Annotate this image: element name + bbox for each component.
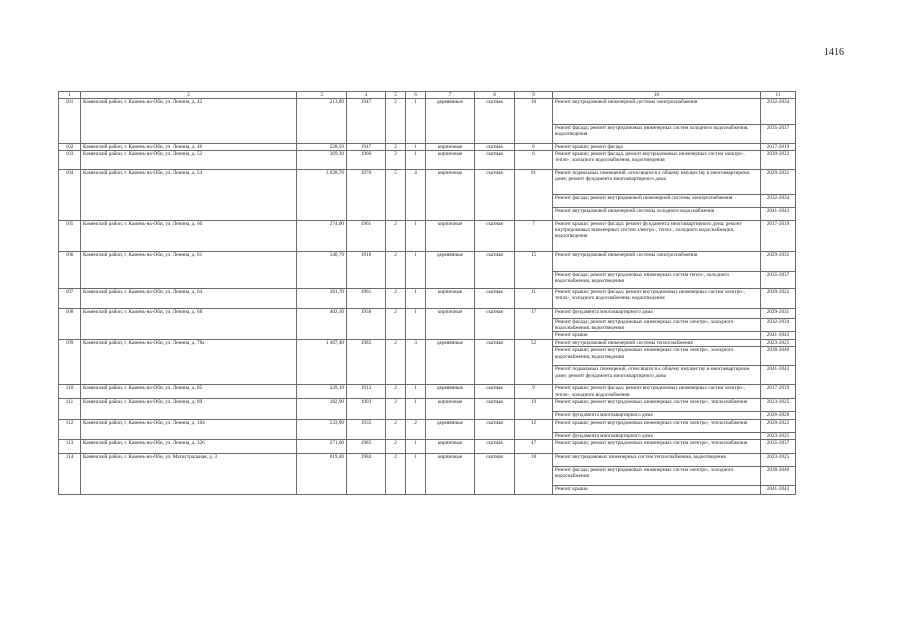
address-cell: Каменский район, г. Камень-на-Оби, ул. Ленина, д. 60 (81, 221, 297, 252)
roof-type-cell: скатная (475, 99, 515, 144)
registry-table (58, 91, 796, 495)
floors-cell: 2 (386, 99, 406, 144)
entrances-cell: 1 (406, 439, 426, 453)
roof-type-cell: скатная (475, 385, 515, 398)
entrances-cell: 1 (406, 385, 426, 398)
wall-material-cell: деревянные (426, 99, 475, 144)
period-cell: 2020-2022 (761, 151, 796, 170)
area-cell: 271,60 (297, 439, 347, 453)
wall-material-cell: кирпичные (426, 221, 475, 252)
period-cell: 2023-2025 (761, 453, 796, 466)
work-type-cell: Ремонт крыши; ремонт внутридомовых инженерных систем электро-, теплоснабжения (553, 398, 761, 411)
entrances-cell: 1 (406, 252, 426, 289)
address-cell: Каменский район, г. Камень-на-Оби, ул. Ленина, д. 54 (81, 170, 297, 221)
address-cell: Каменский район, г. Камень-на-Оби, ул. Ленина, д. 64 (81, 289, 297, 309)
entrances-cell: 1 (406, 99, 426, 144)
year-cell: 1970 (347, 170, 386, 221)
period-cell: 2023-2025 (761, 340, 796, 347)
wall-material-cell: деревянные (426, 340, 475, 385)
wall-material-cell: деревянные (426, 419, 475, 439)
period-cell: 2041-2043 (761, 366, 796, 385)
year-cell: 1961 (347, 221, 386, 252)
work-type-cell: Ремонт фасада; ремонт внутридомовых инженерных систем электро-, холодного водоснабжения, водоотведения (553, 319, 761, 332)
work-type-cell: Ремонт крыши; ремонт фасада (553, 144, 761, 151)
table-row (59, 309, 796, 319)
period-cell: 2023-2025 (761, 432, 796, 439)
period-cell: 2035-2037 (761, 125, 796, 144)
row-number-cell: 112 (59, 419, 81, 439)
work-type-cell: Ремонт фундамента многоквартирного дома (553, 309, 761, 319)
year-cell: 1918 (347, 252, 386, 289)
wall-material-cell: кирпичные (426, 309, 475, 340)
units-cell: 47 (515, 439, 553, 453)
entrances-cell: 1 (406, 289, 426, 309)
area-cell: 274,00 (297, 221, 347, 252)
roof-type-cell: скатная (475, 309, 515, 340)
column-header: 2 (81, 92, 297, 99)
work-type-cell: Ремонт крыши; ремонт внутридомовых инженерных систем электро-, холодного водоснабжения, водоотведения (553, 347, 761, 366)
entrances-cell: 1 (406, 398, 426, 419)
roof-type-cell: скатная (475, 419, 515, 439)
year-cell: 1913 (347, 385, 386, 398)
units-cell: 9 (515, 385, 553, 398)
period-cell: 2038-2040 (761, 466, 796, 485)
year-cell: 1985 (347, 439, 386, 453)
year-cell: 1935 (347, 419, 386, 439)
table-row (59, 252, 796, 272)
wall-material-cell: кирпичные (426, 289, 475, 309)
wall-material-cell: кирпичные (426, 453, 475, 494)
work-type-cell: Ремонт внутридомовой инженерной системы электроснабжения (553, 99, 761, 125)
period-cell: 2020-2022 (761, 289, 796, 309)
area-cell: 340,70 (297, 252, 347, 289)
area-cell: 229,10 (297, 385, 347, 398)
work-type-cell: Ремонт подвальных помещений, относящихся к общему имуществу в многоквартирном доме; ремонт фундамента многоквартирного дома (553, 170, 761, 195)
floors-cell: 2 (386, 385, 406, 398)
roof-type-cell: скатная (475, 252, 515, 289)
row-number-cell: 109 (59, 340, 81, 385)
address-cell: Каменский район, г. Камень-на-Оби, ул. Ленина, д. 42 (81, 99, 297, 144)
address-cell: Каменский район, г. Камень-на-Оби, ул. Ленина, д. 46 (81, 144, 297, 151)
area-cell: 819,40 (297, 453, 347, 494)
area-cell: 369,30 (297, 151, 347, 170)
row-number-cell: 110 (59, 385, 81, 398)
work-type-cell: Ремонт крыши; ремонт фасада; ремонт внутридомовых инженерных систем электро-, тепло-, холодного водоснабжения (553, 385, 761, 398)
year-cell: 1984 (347, 453, 386, 494)
table-row (59, 385, 796, 398)
units-cell: 12 (515, 419, 553, 439)
address-cell: Каменский район, г. Камень-на-Оби, ул. Ленина, д. 326 (81, 439, 297, 453)
wall-material-cell: кирпичные (426, 144, 475, 151)
units-cell: 18 (515, 453, 553, 494)
units-cell: 52 (515, 340, 553, 385)
floors-cell: 5 (386, 170, 406, 221)
work-type-cell: Ремонт внутридомовой инженерной системы холодного водоснабжения (553, 208, 761, 221)
area-cell: 213,80 (297, 99, 347, 144)
roof-type-cell: скатная (475, 221, 515, 252)
floors-cell: 2 (386, 398, 406, 419)
area-cell: 228,50 (297, 144, 347, 151)
year-cell: 1960 (347, 151, 386, 170)
wall-material-cell: кирпичные (426, 170, 475, 221)
table-row (59, 151, 796, 170)
address-cell: Каменский район, г. Камень-на-Оби, ул. Ленина, д. 85 (81, 385, 297, 398)
period-cell: 2029-2031 (761, 309, 796, 319)
wall-material-cell: кирпичные (426, 398, 475, 419)
floors-cell: 2 (386, 151, 406, 170)
work-type-cell: Ремонт фундамента многоквартирного дома (553, 432, 761, 439)
address-cell: Каменский район, г. Камень-на-Оби, ул. Ленина, д. 68 (81, 309, 297, 340)
floors-cell: 2 (386, 453, 406, 494)
table-row (59, 439, 796, 453)
wall-material-cell: кирпичные (426, 439, 475, 453)
area-cell: 402,30 (297, 309, 347, 340)
units-cell: 11 (515, 289, 553, 309)
roof-type-cell: скатная (475, 439, 515, 453)
column-header: 1 (59, 92, 81, 99)
work-type-cell: Ремонт крыши (553, 485, 761, 494)
column-header: 3 (297, 92, 347, 99)
row-number-cell: 114 (59, 453, 81, 494)
period-cell: 2023-2025 (761, 398, 796, 411)
period-cell: 2020-2022 (761, 419, 796, 432)
entrances-cell: 3 (406, 340, 426, 385)
row-number-cell: 104 (59, 170, 81, 221)
table-row (59, 398, 796, 411)
roof-type-cell: скатная (475, 453, 515, 494)
floors-cell: 2 (386, 439, 406, 453)
work-type-cell: Ремонт фасада; ремонт внутридомовых инженерных систем электро-, холодного водоснабжения (553, 466, 761, 485)
table-row (59, 221, 796, 252)
column-header: 8 (475, 92, 515, 99)
work-type-cell: Ремонт подвальных помещений, относящихся к общему имуществу в многоквартирном доме; ремонт фундамента многоквартирного дома (553, 366, 761, 385)
row-number-cell: 108 (59, 309, 81, 340)
table-row (59, 144, 796, 151)
row-number-cell: 113 (59, 439, 81, 453)
units-cell: 17 (515, 309, 553, 340)
work-type-cell: Ремонт крыши (553, 332, 761, 340)
row-number-cell: 106 (59, 252, 81, 289)
units-cell: 6 (515, 144, 553, 151)
work-type-cell: Ремонт крыши; ремонт фасада; ремонт фундамента многоквартирного дома; ремонт внутридомовых инженерных систем электро-, тепло-, холодного водоснабжения, водоотведения (553, 221, 761, 252)
address-cell: Каменский район, г. Камень-на-Оби, ул. Ленина, д. 89 (81, 398, 297, 419)
period-cell: 2032-2034 (761, 99, 796, 125)
period-cell: 2041-2043 (761, 332, 796, 340)
table-row (59, 340, 796, 347)
work-type-cell: Ремонт крыши; ремонт фасада, ремонт внутридомовых инженерных систем электро-, тепло-, холодного водоснабжения, водоотведения (553, 151, 761, 170)
work-type-cell: Ремонт фасада; ремонт внутридомовых инженерных систем тепло-, холодного водоснабжения, водоотведения (553, 272, 761, 289)
entrances-cell: 1 (406, 453, 426, 494)
area-cell: 1 467,40 (297, 340, 347, 385)
period-cell: 2026-2028 (761, 411, 796, 419)
units-cell: 6 (515, 151, 553, 170)
floors-cell: 2 (386, 252, 406, 289)
column-header: 6 (406, 92, 426, 99)
roof-type-cell: скатная (475, 398, 515, 419)
units-cell: 15 (515, 252, 553, 289)
header-row (59, 92, 796, 99)
floors-cell: 2 (386, 289, 406, 309)
row-number-cell: 101 (59, 99, 81, 144)
work-type-cell: Ремонт крыши; ремонт внутридомовых инженерных систем электро-, теплоснабжения (553, 439, 761, 453)
row-number-cell: 107 (59, 289, 81, 309)
period-cell: 2017-2019 (761, 385, 796, 398)
wall-material-cell: деревянные (426, 385, 475, 398)
wall-material-cell: кирпичные (426, 151, 475, 170)
year-cell: 1947 (347, 99, 386, 144)
floors-cell: 2 (386, 309, 406, 340)
work-type-cell: Ремонт фасада; ремонт внутридомовых инженерных систем холодного водоснабжения, водоотведения (553, 125, 761, 144)
column-header: 4 (347, 92, 386, 99)
period-cell: 2029-2031 (761, 252, 796, 272)
work-type-cell: Ремонт крыши; ремонт фасада; ремонт внутридомовых инженерных систем электро-, тепло-, холодного водоснабжения, водоотведения (553, 289, 761, 309)
roof-type-cell: скатная (475, 340, 515, 385)
period-cell: 2032-2034 (761, 319, 796, 332)
work-type-cell: Ремонт фундамента многоквартирного дома (553, 411, 761, 419)
period-cell: 2041-2043 (761, 485, 796, 494)
year-cell: 1947 (347, 144, 386, 151)
roof-type-cell: скатная (475, 144, 515, 151)
roof-type-cell: скатная (475, 289, 515, 309)
year-cell: 1903 (347, 398, 386, 419)
row-number-cell: 102 (59, 144, 81, 151)
table-row (59, 170, 796, 195)
work-type-cell: Ремонт внутридомовых инженерных систем теплоснабжения, водоотведения (553, 453, 761, 466)
row-number-cell: 105 (59, 221, 81, 252)
units-cell: 19 (515, 398, 553, 419)
floors-cell: 2 (386, 340, 406, 385)
year-cell: 1958 (347, 309, 386, 340)
year-cell: 1961 (347, 289, 386, 309)
address-cell: Каменский район, г. Камень-на-Оби, ул. Ленина, д. 61 (81, 252, 297, 289)
period-cell: 2029-2031 (761, 170, 796, 195)
address-cell: Каменский район, г. Камень-на-Оби, ул. Ленина, д. 104 (81, 419, 297, 439)
work-type-cell: Ремонт фасада; ремонт внутридомовой инженерной системы электроснабжения (553, 195, 761, 208)
roof-type-cell: скатная (475, 170, 515, 221)
roof-type-cell: скатная (475, 151, 515, 170)
page-number: 1416 (824, 47, 844, 58)
floors-cell: 2 (386, 419, 406, 439)
units-cell: 91 (515, 170, 553, 221)
area-cell: 182,90 (297, 398, 347, 419)
units-cell: 10 (515, 99, 553, 144)
column-header: 5 (386, 92, 406, 99)
entrances-cell: 4 (406, 170, 426, 221)
row-number-cell: 111 (59, 398, 81, 419)
work-type-cell: Ремонт крыши; ремонт внутридомовых инженерных систем электро-, теплоснабжения (553, 419, 761, 432)
entrances-cell: 1 (406, 151, 426, 170)
table-row (59, 453, 796, 466)
units-cell: 7 (515, 221, 553, 252)
entrances-cell: 1 (406, 309, 426, 340)
address-cell: Каменский район, г. Камень-на-Оби, ул. Магистральная, д. 3 (81, 453, 297, 494)
table-row (59, 419, 796, 432)
period-cell: 2038-2040 (761, 347, 796, 366)
entrances-cell: 1 (406, 221, 426, 252)
floors-cell: 2 (386, 221, 406, 252)
year-cell: 1985 (347, 340, 386, 385)
column-header: 10 (553, 92, 761, 99)
work-type-cell: Ремонт внутридомовой инженерной системы теплоснабжения (553, 340, 761, 347)
table-row (59, 99, 796, 125)
entrances-cell: 2 (406, 419, 426, 439)
address-cell: Каменский район, г. Камень-на-Оби, ул. Ленина, д. 78а (81, 340, 297, 385)
period-cell: 2032-2034 (761, 195, 796, 208)
period-cell: 2035-2037 (761, 272, 796, 289)
entrances-cell: 1 (406, 144, 426, 151)
period-cell: 2017-2019 (761, 144, 796, 151)
period-cell: 2017-2019 (761, 221, 796, 252)
address-cell: Каменский район, г. Камень-на-Оби, ул. Ленина, д. 52 (81, 151, 297, 170)
period-cell: 2035-2037 (761, 439, 796, 453)
floors-cell: 2 (386, 144, 406, 151)
area-cell: 3 028,70 (297, 170, 347, 221)
work-type-cell: Ремонт внутридомовой инженерной системы электроснабжения (553, 252, 761, 272)
row-number-cell: 103 (59, 151, 81, 170)
period-cell: 2041-2043 (761, 208, 796, 221)
table-row (59, 289, 796, 309)
area-cell: 533,90 (297, 419, 347, 439)
column-header: 7 (426, 92, 475, 99)
column-header: 9 (515, 92, 553, 99)
wall-material-cell: деревянные (426, 252, 475, 289)
column-header: 11 (761, 92, 796, 99)
area-cell: 381,70 (297, 289, 347, 309)
